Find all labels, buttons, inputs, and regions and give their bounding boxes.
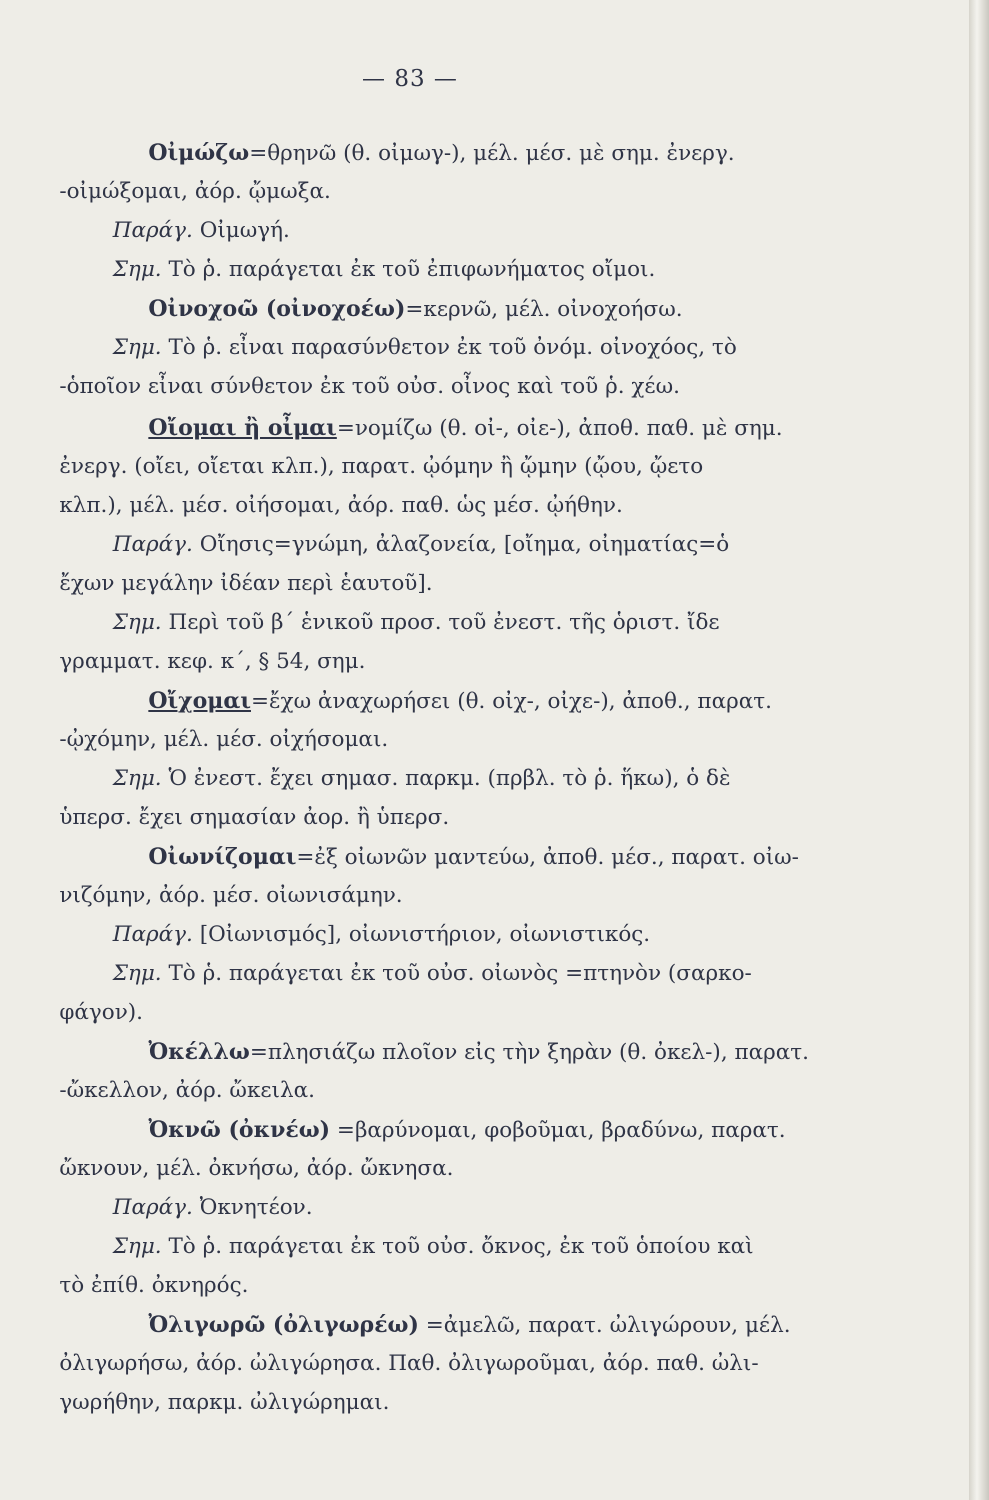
section-label: Σημ. <box>112 765 162 791</box>
page-number: — 83 — <box>362 66 458 92</box>
line-text: Τὸ ῥ. παράγεται ἐκ τοῦ οὐσ. οἰωνὸς =πτηνὸν (σαρκο- <box>161 960 752 986</box>
section-label: Παράγ. <box>112 531 193 557</box>
text-line <box>148 138 989 169</box>
text-line <box>148 686 989 717</box>
line-text: Τὸ ῥ. παράγεται ἐκ τοῦ οὐσ. ὄκνος, ἐκ τοῦ ὁποίου καὶ <box>161 1233 754 1259</box>
text-line <box>148 1310 989 1341</box>
line-text: -ὤκελλον, ἀόρ. ὤκειλα. <box>59 1077 315 1103</box>
section-label: Σημ. <box>112 609 162 635</box>
headword: Οἰμώζω <box>148 140 250 166</box>
line-text: =βαρύνομαι, φοβοῦμαι, βραδύνω, παρατ. <box>330 1117 786 1143</box>
line-text: Τὸ ῥ. εἶναι παρασύνθετον ἐκ τοῦ ὀνόμ. οἰνοχόος, τὸ <box>161 335 737 360</box>
line-text: φάγον). <box>59 999 143 1025</box>
line-text: -ᾠχόμην, μέλ. μέσ. οἰχήσομαι. <box>59 726 389 752</box>
text-line <box>113 608 989 638</box>
section-label: Παράγ. <box>112 218 193 243</box>
headword: Οἴχομαι <box>148 687 251 714</box>
section-label: Σημ. <box>112 960 162 986</box>
headword: Ὀκνῶ (ὀκνέω) <box>148 1116 331 1143</box>
section-label: Σημ. <box>112 335 162 360</box>
text-line <box>148 842 989 873</box>
text-line <box>113 959 989 989</box>
text-line <box>59 1271 989 1301</box>
line-text: =θρηνῶ (θ. οἰμωγ-), μέλ. μέσ. μὲ σημ. ἐνεργ. <box>249 141 735 166</box>
line-text: Τὸ ῥ. παράγεται ἐκ τοῦ ἐπιφωνήματος οἴμοι. <box>161 257 656 282</box>
line-text: τὸ ἐπίθ. ὀκνηρός. <box>59 1272 249 1298</box>
text-line <box>59 1349 989 1379</box>
line-text: ὑπερσ. ἔχει σημασίαν ἀορ. ἢ ὑπερσ. <box>59 804 450 830</box>
text-line <box>59 1076 989 1106</box>
text-line <box>148 1037 989 1068</box>
text-line <box>113 216 989 246</box>
headword: Οἰωνίζομαι <box>148 843 297 870</box>
headword: Ὀλιγωρῶ (ὀλιγωρέω) <box>148 1311 419 1338</box>
text-line <box>113 255 989 285</box>
line-text: =κερνῶ, μέλ. οἰνοχοήσω. <box>405 297 683 322</box>
section-label: Σημ. <box>112 1233 162 1259</box>
text-line <box>59 725 989 755</box>
text-line <box>59 491 989 521</box>
text-line <box>113 764 989 794</box>
line-text: Οἴησις=γνώμη, ἀλαζονεία, [οἴημα, οἰηματίας=ὁ <box>192 531 730 557</box>
text-line <box>148 413 989 444</box>
section-label: Παράγ. <box>112 921 193 947</box>
headword: Οἰνοχοῶ (οἰνοχοέω) <box>148 296 406 322</box>
line-text: =πλησιάζω πλοῖον εἰς τὴν ξηρὰν (θ. ὀκελ-), παρατ. <box>249 1039 810 1065</box>
text-line <box>113 1193 989 1223</box>
text-line <box>59 372 989 402</box>
text-line <box>113 1232 989 1262</box>
line-text: ὀλιγωρήσω, ἀόρ. ὠλιγώρησα. Παθ. ὀλιγωροῦμαι, ἀόρ. παθ. ὠλι- <box>59 1350 759 1376</box>
section-label: Παράγ. <box>112 1194 193 1220</box>
text-line <box>59 569 989 599</box>
headword: Ὀκέλλω <box>148 1038 250 1065</box>
text-line <box>59 177 989 207</box>
line-text: κλπ.), μέλ. μέσ. οἰήσομαι, ἀόρ. παθ. ὡς μέσ. ᾠήθην. <box>59 492 623 518</box>
line-text: =ἀμελῶ, παρατ. ὠλιγώρουν, μέλ. <box>418 1312 791 1338</box>
line-text: ἔχων μεγάλην ἰδέαν περὶ ἑαυτοῦ]. <box>59 570 433 596</box>
line-text: [Οἰωνισμός], οἰωνιστήριον, οἰωνιστικός. <box>192 921 651 947</box>
line-text: νιζόμην, ἀόρ. μέσ. οἰωνισάμην. <box>59 882 403 908</box>
line-text: Οἰμωγή. <box>192 218 290 243</box>
text-line <box>59 803 989 833</box>
line-text: ὤκνουν, μέλ. ὀκνήσω, ἀόρ. ὤκνησα. <box>59 1155 454 1181</box>
line-text: ἐνεργ. (οἴει, οἴεται κλπ.), παρατ. ᾠόμην ἢ ᾤμην (ᾤου, ᾤετο <box>59 453 704 479</box>
page-edge <box>969 0 989 1500</box>
line-text: =ἔχω ἀναχωρήσει (θ. οἰχ-, οἰχε-), ἀποθ., παρατ. <box>250 688 772 714</box>
text-line <box>59 1388 989 1418</box>
line-text: -οἰμώξομαι, ἀόρ. ᾤμωξα. <box>59 179 331 204</box>
line-text: =νομίζω (θ. οἰ-, οἰε-), ἀποθ. παθ. μὲ σημ. <box>336 415 783 441</box>
section-label: Σημ. <box>112 257 162 282</box>
line-text: γραμματ. κεφ. κ´, § 54, σημ. <box>59 648 366 674</box>
text-line <box>59 881 989 911</box>
text-line <box>59 1154 989 1184</box>
line-text: Ὁ ἐνεστ. ἔχει σημασ. παρκμ. (πρβλ. τὸ ῥ. ἥκω), ὁ δὲ <box>161 765 731 791</box>
text-line <box>59 647 989 677</box>
line-text: -ὁποῖον εἶναι σύνθετον ἐκ τοῦ οὐσ. οἶνος καὶ τοῦ ῥ. χέω. <box>59 374 680 399</box>
text-line <box>148 1115 989 1146</box>
text-line <box>59 452 989 482</box>
text-line <box>59 998 989 1028</box>
text-line <box>113 530 989 560</box>
line-text: γωρήθην, παρκμ. ὠλιγώρημαι. <box>59 1389 390 1415</box>
text-line <box>113 333 989 363</box>
headword: Οἴομαι ἢ οἶμαι <box>148 414 337 441</box>
text-line <box>148 294 989 325</box>
line-text: Ὀκνητέον. <box>192 1194 313 1220</box>
text-line <box>113 920 989 950</box>
line-text: =ἐξ οἰωνῶν μαντεύω, ἀποθ. μέσ., παρατ. οἰω- <box>296 844 799 870</box>
line-text: Περὶ τοῦ β´ ἑνικοῦ προσ. τοῦ ἐνεστ. τῆς ὁριστ. ἴδε <box>161 609 720 635</box>
